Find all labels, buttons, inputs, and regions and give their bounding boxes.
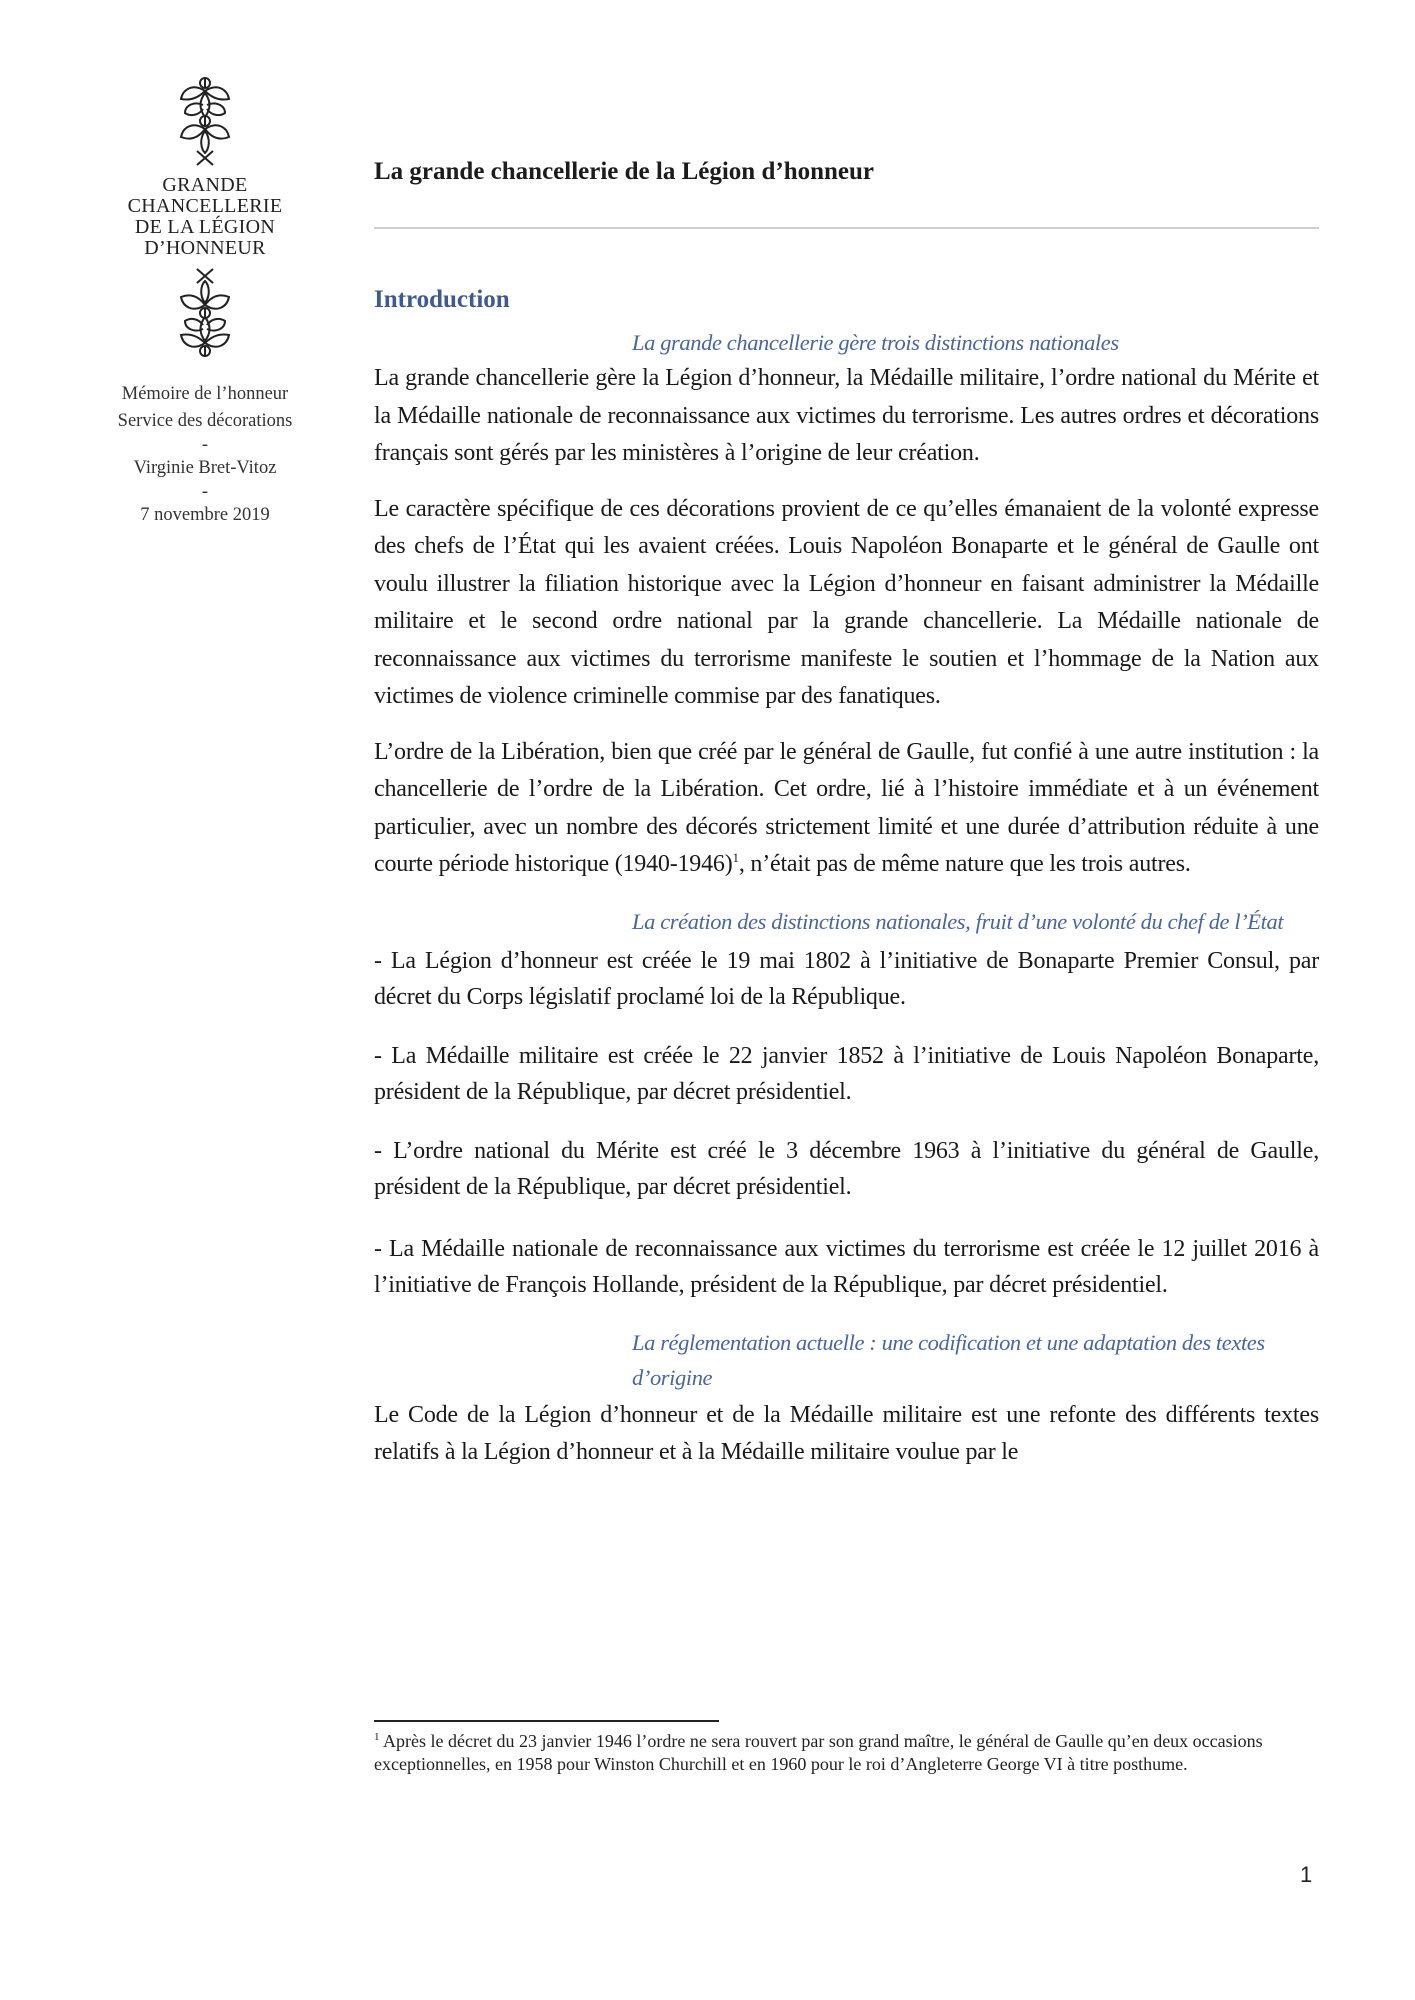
paragraph-text: L’ordre de la Libération, bien que créé par le général de Gaulle, fut confié à une autre institution : la chancellerie de l’ordre de la Libération. Cet ordre, lié à l’histoire immédiate et à un événement particulier, avec un nombre des décorés strictement limité et une durée d’attribution réduite à une courte période historique (1940-1946) xyxy=(374,738,1319,877)
list-item: - La Médaille nationale de reconnaissance aux victimes du terrorisme est créée le 12 juillet 2016 à l’initiative de François Hollande, président de la République, par décret présidentiel. xyxy=(374,1235,1319,1298)
paragraph: Le Code de la Légion d’honneur et de la Médaille militaire est une refonte des différents textes relatifs à la Légion d’honneur et à la Médaille militaire voulue par le xyxy=(374,1401,1319,1465)
footnote-separator xyxy=(374,1720,719,1722)
logo-line: GRANDE xyxy=(162,174,248,196)
logo-line: D’HONNEUR xyxy=(144,237,266,259)
list-item: - La Médaille militaire est créée le 22 janvier 1852 à l’initiative de Louis Napoléon Bonaparte, président de la République, par décret présidentiel. xyxy=(374,1042,1319,1105)
laurel-ornament-bottom-icon xyxy=(175,267,235,359)
laurel-ornament-top-icon xyxy=(175,75,235,167)
paragraph: La grande chancellerie gère la Légion d’honneur, la Médaille militaire, l’ordre national du Mérite et la Médaille nationale de reconnaissance aux victimes du terrorisme. Les autres ordres et décorations français sont gérés par les ministères à l’origine de leur création. xyxy=(374,365,1319,466)
subheading-three-distinctions: La grande chancellerie gère trois distinctions nationales xyxy=(632,330,1119,355)
subheading-regulation: La réglementation actuelle : une codification et une adaptation des textes d’origine xyxy=(632,1329,1265,1390)
paragraph: Le caractère spécifique de ces décorations provient de ce qu’elles émanaient de la volonté expresse des chefs de l’État qui les avaient créées. Louis Napoléon Bonaparte et le général de Gaulle ont voulu illustrer la filiation historique avec la Légion d’honneur en faisant administrer la Médaille militaire et le second ordre national par la grande chancellerie. La Médaille nationale de reconnaissance aux victimes du terrorisme manifeste le soutien et l’hommage de la Nation aux victimes de violence criminelle commise par des fanatiques. xyxy=(374,495,1319,709)
footnote-reference[interactable]: 1 xyxy=(732,850,739,865)
separator: - xyxy=(201,435,209,455)
footnote xyxy=(374,1730,1319,1775)
document-title: La grande chancellerie de la Légion d’honneur xyxy=(374,158,874,185)
document-date: 7 novembre 2019 xyxy=(140,505,270,525)
footnote-text: Après le décret du 23 janvier 1946 l’ordre ne sera rouvert par son grand maître, le général de Gaulle qu’en deux occasions exceptionnelles, en 1958 pour Winston Churchill et en 1960 pour le roi d’Angleterre George VI à titre posthume. xyxy=(374,1731,1263,1774)
author: Virginie Bret-Vitoz xyxy=(133,458,277,478)
document-metadata xyxy=(90,381,320,529)
department-line-2: Service des décorations xyxy=(117,411,293,431)
paragraph-text: , n’était pas de même nature que les trois autres. xyxy=(738,851,1191,877)
department-line-1: Mémoire de l’honneur xyxy=(121,384,289,404)
subheading-creation: La création des distinctions nationales, fruit d’une volonté du chef de l’État xyxy=(632,908,1284,934)
logo-line: CHANCELLERIE xyxy=(127,195,283,217)
logo-line: DE LA LÉGION xyxy=(134,216,276,238)
list-item: - La Légion d’honneur est créée le 19 mai 1802 à l’initiative de Bonaparte Premier Consul, par décret du Corps législatif proclamé loi de la République. xyxy=(374,947,1319,1010)
institution-logo-text xyxy=(90,175,320,259)
section-heading-introduction: Introduction xyxy=(374,286,510,313)
title-divider xyxy=(374,227,1319,229)
body-text xyxy=(374,325,1319,1490)
paragraph xyxy=(374,734,1319,884)
footnote-number: 1 xyxy=(374,1731,380,1743)
sidebar xyxy=(90,75,320,529)
page-number: 1 xyxy=(1300,1862,1313,1887)
separator: - xyxy=(201,482,209,502)
list-item: - L’ordre national du Mérite est créé le 3 décembre 1963 à l’initiative du général de Gaulle, président de la République, par décret présidentiel. xyxy=(374,1137,1319,1200)
